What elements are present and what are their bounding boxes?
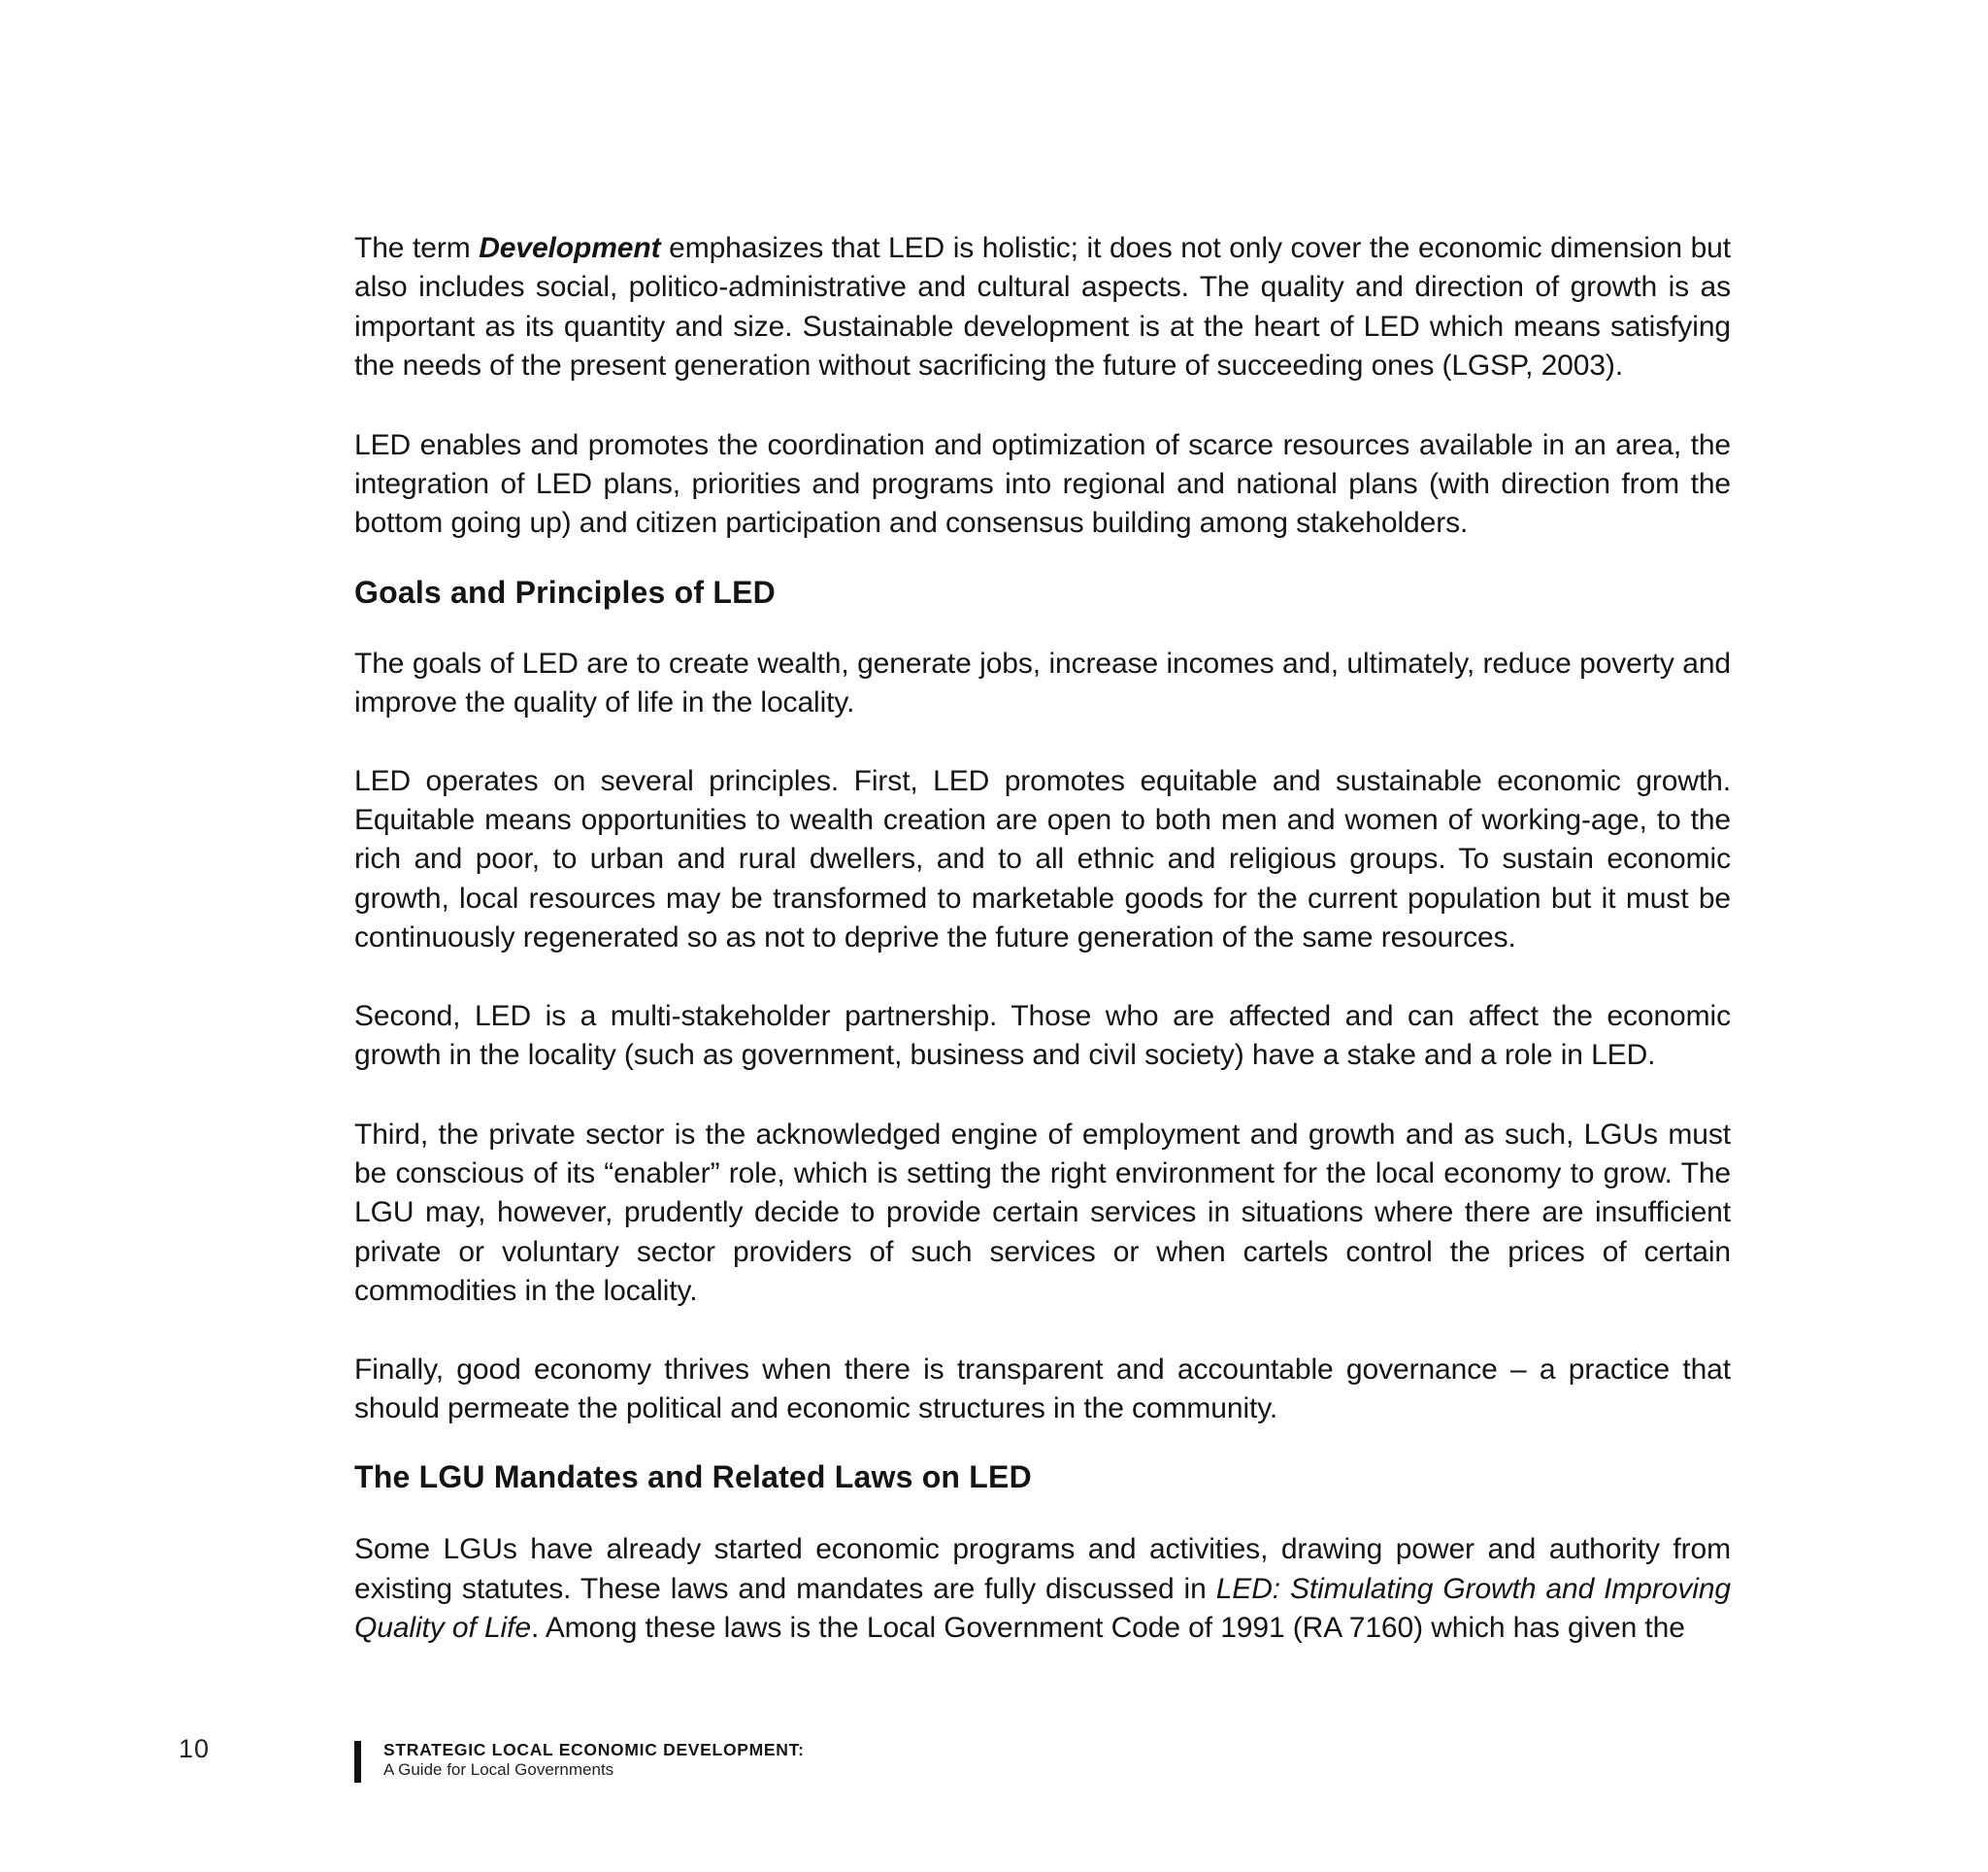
paragraph-led-coordination: LED enables and promotes the coordination and optimization of scarce resources available in an area, the integration of LED plans, priorities and programs into regional and national plans (with direction from the bottom going up) and citizen participation and consensus building among stakeholders. (354, 428, 1731, 540)
footer-title: STRATEGIC LOCAL ECONOMIC DEVELOPMENT: (383, 1740, 805, 1759)
term-development: Development (479, 232, 661, 264)
section-heading-mandates: The LGU Mandates and Related Laws on LED (354, 1459, 1032, 1495)
paragraph-text: . Among these laws is the Local Government Code of 1991 (RA 7160) which has given the (530, 1612, 1685, 1645)
paragraph-final-principle: Finally, good economy thrives when there is transparent and accountable governance – a practice that should permeate the political and economic structures in the community. (354, 1353, 1731, 1424)
paragraph-third-principle: Third, the private sector is the acknowledged engine of employment and growth and as such, LGUs must be conscious of its “enabler” role, which is setting the right environment for the local economy to grow. The LGU may, however, prudently decide to provide certain services in situations where there are insufficient private or voluntary sector providers of such services or when cartels control the prices of certain commodities in the locality. (354, 1118, 1731, 1308)
page-body (354, 229, 1731, 1649)
paragraph-second-principle: Second, LED is a multi-stakeholder partnership. Those who are affected and can affect the economic growth in the locality (such as government, business and civil society) have a stake and a role in LED. (354, 999, 1731, 1072)
paragraph-goals: The goals of LED are to create wealth, generate jobs, increase incomes and, ultimately, reduce poverty and improve the quality of life in the locality. (354, 647, 1731, 719)
paragraph-text: The term (354, 232, 480, 264)
paragraph-first-principle: LED operates on several principles. First, LED promotes equitable and sustainable economic growth. Equitable means opportunities to wealth creation are open to both men and women of working-age, to the rich and poor, to urban and rural dwellers, and to all ethnic and religious groups. To sustain economic growth, local resources may be transformed to marketable goods for the current population but it must be continuously regenerated so as not to deprive the future generation of the same resources. (354, 764, 1731, 954)
paragraph-text: Some LGUs have already started economic programs and activities, drawing power and authority from existing statutes. These laws and mandates are fully discussed in (354, 1533, 1731, 1605)
footer-subtitle: A Guide for Local Governments (383, 1760, 614, 1779)
referenced-publication-title: LED: Stimulating Growth and Improving Quality of Life (354, 1572, 1731, 1645)
footer-divider-bar (354, 1741, 361, 1783)
section-heading-goals: Goals and Principles of LED (354, 574, 776, 610)
paragraph-text: emphasizes that LED is holistic; it does not only cover the economic dimension but also includes social, politico-administrative and cultural aspects. The quality and direction of growth is as important as its quantity and size. Sustainable development is at the heart of LED which means satisfying the needs of the present generation without sacrificing the future of succeeding ones (LGSP, 2003). (354, 232, 1731, 383)
page-number: 10 (179, 1734, 211, 1763)
paragraph-mandates (354, 1530, 1731, 1648)
paragraph-development-term (354, 229, 1731, 386)
